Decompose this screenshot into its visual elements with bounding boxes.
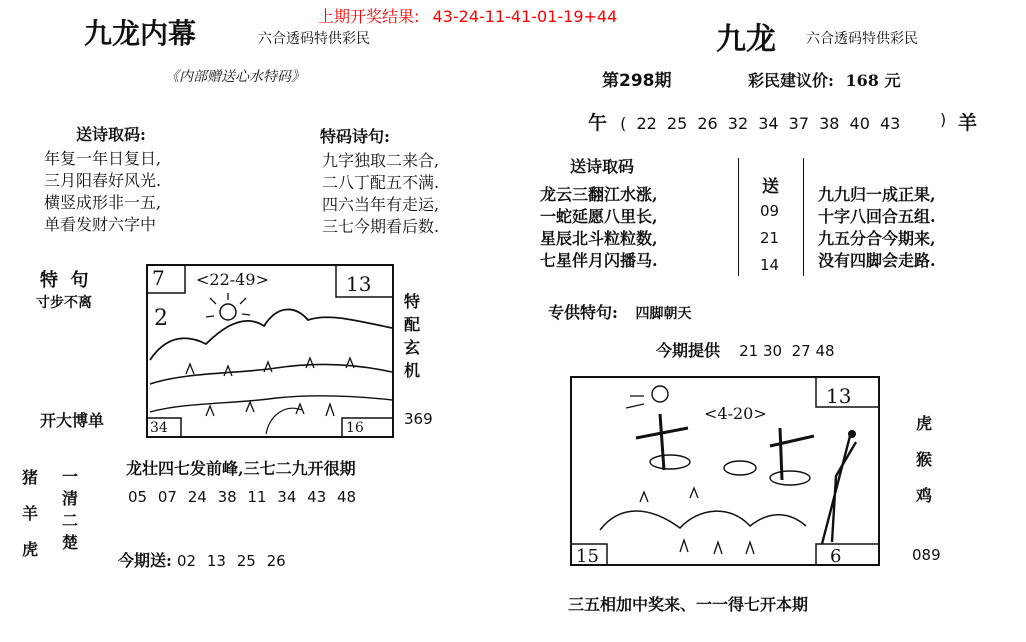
right-price-label: 彩民建议价: (748, 71, 834, 90)
right-special-value: 四脚朝天 (635, 306, 692, 322)
left-zodiac (22, 460, 38, 568)
right-footer: 三五相加中奖来、一一得七开本期 (568, 595, 809, 614)
right-number-row (588, 108, 900, 135)
left-poem1-heading: 送诗取码: (76, 125, 146, 144)
right-picture-tr: 13 (826, 384, 852, 408)
left-side-char: 玄 (404, 338, 421, 357)
right-zodiac-item: 鸡 (916, 486, 933, 505)
right-poem-left-line: 龙云三翻江水涨, (540, 185, 658, 204)
right-box-numbers (760, 198, 779, 279)
left-side-number: 369 (404, 410, 433, 428)
left-picture-br: 16 (346, 420, 364, 436)
left-open-label: 开大博单 (40, 411, 105, 430)
left-send (118, 548, 286, 571)
right-special-label: 专供特句: (548, 303, 618, 322)
left-send-numbers: 02 13 25 26 (177, 552, 286, 570)
left-poem2-heading: 特码诗句: (320, 127, 390, 146)
left-side-char: 机 (404, 361, 421, 380)
right-poem-left-line: 星辰北斗粒粒数, (540, 229, 658, 248)
right-poem-left-line: 一蛇延愿八里长, (540, 207, 658, 226)
right-box-number: 21 (760, 229, 780, 247)
left-numbers: 05 07 24 38 11 34 43 48 (128, 488, 357, 506)
right-poem-right (818, 184, 936, 272)
right-row-suffix: 羊 (958, 112, 978, 134)
right-side-number: 089 (912, 546, 941, 564)
left-poem1-line: 横竖成形非一五, (44, 193, 162, 212)
left-send-label: 今期送: (118, 551, 172, 570)
left-poem1-line: 三月阳春好风光. (44, 171, 162, 190)
left-side-char: 配 (404, 315, 421, 334)
left-poem2-line: 三七今期看后数. (322, 217, 440, 236)
left-poem1-line: 年复一年日复日, (44, 149, 162, 168)
left-title: 九龙内幕 (84, 17, 197, 50)
left-picture-mark: 2 (154, 306, 168, 331)
last-result (318, 4, 617, 27)
right-zodiac-item: 猴 (916, 450, 933, 469)
last-result-numbers: 43-24-11-41-01-19+44 (432, 7, 618, 26)
right-price-value: 168 元 (845, 71, 901, 90)
right-poem-right-line: 九五分合今期来, (818, 229, 936, 248)
last-result-label: 上期开奖结果: (318, 7, 420, 26)
left-zodiac-item: 猪 (22, 468, 39, 487)
right-poem-left (540, 184, 658, 272)
left-poem1 (44, 148, 161, 236)
right-picture-bl: 15 (576, 546, 599, 567)
left-poem2-line: 二八丁配五不满. (322, 173, 440, 192)
left-clear-char: 一 (62, 467, 79, 486)
right-row-close: ) (940, 110, 947, 129)
left-poem2-line: 九字独取二来合, (322, 151, 440, 170)
right-subtitle: 六合透码特供彩民 (806, 31, 918, 47)
right-row-prefix: 午 (588, 112, 608, 134)
right-zodiac-item: 虎 (916, 414, 933, 433)
right-special (548, 300, 692, 323)
left-clear-char: 二 (62, 511, 79, 530)
left-subtitle: 六合透码特供彩民 (258, 31, 370, 47)
left-zodiac-item: 羊 (22, 504, 39, 523)
right-poem-right-line: 十字八回合五组. (818, 207, 936, 226)
left-special-phrase: 寸步不离 (36, 295, 92, 311)
left-note: 《内部赠送心水特码》 (165, 69, 305, 85)
right-picture-br: 6 (830, 546, 842, 567)
left-picture-tl: 7 (152, 266, 165, 290)
right-poem-heading: 送诗取码 (570, 157, 635, 176)
right-today-label: 今期提供 (656, 341, 721, 360)
left-picture-tr: 13 (346, 272, 372, 296)
right-price (748, 68, 900, 91)
left-clear-label (62, 466, 78, 554)
right-poem-right-line: 没有四脚会走路. (818, 251, 936, 270)
left-clear-char: 清 (62, 489, 79, 508)
right-picture-range: <4-20> (704, 404, 767, 423)
right-box-heading: 送 (762, 177, 779, 197)
left-poem1-line: 单看发财六字中 (44, 215, 157, 234)
left-picture-bl: 34 (150, 420, 168, 436)
left-side-label (404, 290, 420, 382)
right-issue: 第298期 (602, 71, 672, 91)
right-row-numbers: ( 22 25 26 32 34 37 38 40 43 (620, 114, 901, 133)
right-box-number: 09 (760, 202, 780, 220)
left-picture-range: <22-49> (196, 270, 269, 289)
right-title: 九龙 (716, 22, 776, 57)
right-poem-right-line: 九九归一成正果, (818, 185, 936, 204)
right-zodiac (916, 406, 932, 514)
left-poem2-line: 四六当年有走运, (322, 195, 440, 214)
left-poem2 (322, 150, 439, 238)
right-today (656, 338, 835, 361)
right-today-numbers: 21 30 27 48 (739, 342, 835, 360)
left-clear-char: 楚 (62, 533, 79, 552)
left-special-heading: 特 句 (40, 270, 89, 291)
right-box-number: 14 (760, 256, 780, 274)
left-side-char: 特 (404, 292, 421, 311)
left-line-phrase: 龙壮四七发前峰,三七二九开很期 (126, 459, 356, 478)
left-zodiac-item: 虎 (22, 540, 39, 559)
right-poem-left-line: 七星伴月闪播马. (540, 251, 658, 270)
